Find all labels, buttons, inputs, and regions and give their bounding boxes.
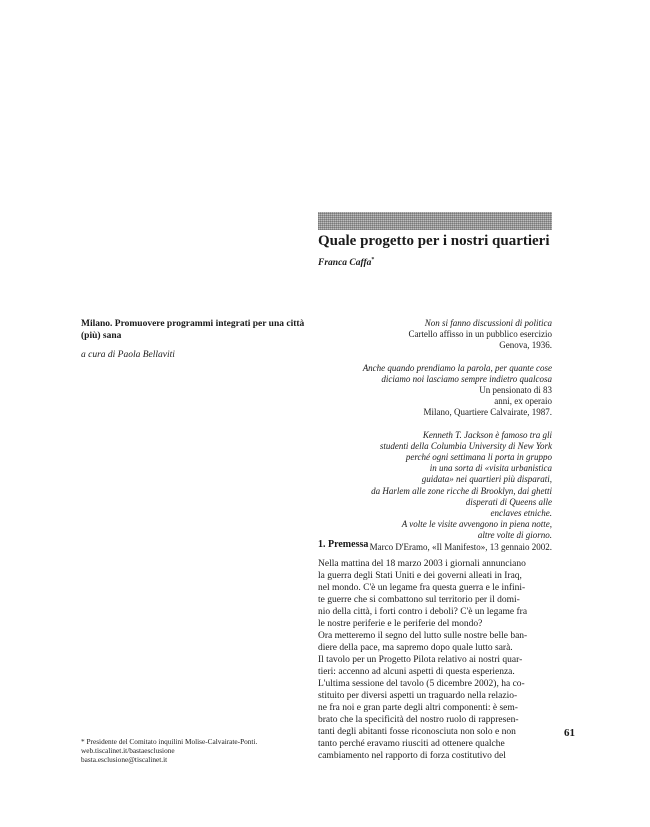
epigraph-source-line: Marco D'Eramo, «Il Manifesto», 13 gennaio 2002. <box>369 541 552 552</box>
epigraph-quote-line: enclaves etniche. <box>490 508 552 519</box>
epigraph-quote-line: Non si fanno discussioni di politica <box>424 318 552 328</box>
body-line: tanto perché eravamo riusciti ad ottenere qualche <box>318 739 505 749</box>
sidebar-editor: a cura di Paola Bellaviti <box>81 350 175 360</box>
author-footnote <box>81 737 311 765</box>
footnote-email[interactable]: basta.esclusione@tiscalinet.it <box>81 755 168 765</box>
body-line: Ora metteremo il segno del lutto sulle nostre belle ban- <box>318 631 528 641</box>
body-line: tieri: accenno ad alcuni aspetti di questa esperienza. <box>318 667 515 677</box>
section-heading: 1. Premessa <box>318 539 369 550</box>
epigraph-source-line: Cartello affisso in un pubblico esercizio <box>408 329 552 340</box>
body-line: cambiamento nel rapporto di forza costitutivo del <box>318 751 506 761</box>
epigraph-quote-line: diciamo noi lasciamo sempre indietro qualcosa <box>381 373 552 384</box>
body-line: ne fra noi e gran parte degli altri componenti: è sem- <box>318 703 518 713</box>
body-line: diere della pace, ma sapremo dopo quale lutto sarà. <box>318 643 513 653</box>
body-line: Nella mattina del 18 marzo 2003 i giornali annunciano <box>318 559 526 569</box>
page-number: 61 <box>564 727 575 739</box>
epigraph-quote-line: Kenneth T. Jackson è famoso tra gli <box>422 429 552 440</box>
epigraph-quote-line: perché ogni settimana li porta in gruppo <box>405 452 552 463</box>
body-line: Il tavolo per un Progetto Pilota relativo ai nostri quar- <box>318 655 523 665</box>
epigraph-2 <box>318 363 552 419</box>
body-line: la guerra degli Stati Uniti e dei governi alleati in Iraq, <box>318 571 522 581</box>
article-title: Quale progetto per i nostri quartieri <box>318 233 550 249</box>
author-footnote-mark: * <box>371 257 375 263</box>
epigraph-quote-line: Anche quando prendiamo la parola, per quante cose <box>362 362 552 373</box>
epigraph-quote-line: guidata» nei quartieri più disparati, <box>421 474 552 485</box>
epigraph-1 <box>318 318 552 352</box>
epigraph-source-line: Un pensionato di 83 <box>479 385 552 396</box>
body-paragraph <box>318 558 554 762</box>
footnote-link[interactable]: web.tiscalinet.it/bastaesclusione <box>81 746 175 756</box>
epigraph-quote-line: da Harlem alle zone ricche di Brooklyn, dai ghetti <box>371 485 552 496</box>
epigraph-quote-line: studenti della Columbia University di New York <box>379 440 552 451</box>
author-name: Franca Caffa <box>318 258 372 269</box>
body-line: tanti degli abitanti fosse riconosciuta non solo e non <box>318 727 516 737</box>
epigraph-quote-line: disperati di Queens alle <box>465 496 552 507</box>
header-halftone-band <box>318 212 552 230</box>
epigraph-quote-line: altre volte di giorno. <box>477 530 552 541</box>
epigraphs <box>318 318 552 564</box>
body-line: stituito per diversi aspetti un traguardo nella relazio- <box>318 691 518 701</box>
body-line: brato che la specificità del nostro ruolo di rappresen- <box>318 715 519 725</box>
epigraph-source-line: Milano, Quartiere Calvairate, 1987. <box>423 407 552 418</box>
body-line: nio della città, i forti contro i deboli? C'è un legame fra <box>318 607 528 617</box>
body-line: te guerre che si combattono sul territorio per il domi- <box>318 595 520 605</box>
body-line: L'ultima sessione del tavolo (5 dicembre 2002), ha co- <box>318 679 525 689</box>
article-author <box>318 257 374 268</box>
body-line: nel mondo. C'è un legame fra questa guerra e le infini- <box>318 583 526 593</box>
epigraph-source-line: Genova, 1936. <box>499 340 552 351</box>
body-line: le nostre periferie e le periferie del mondo? <box>318 619 483 629</box>
epigraph-source-line: anni, ex operaio <box>494 396 552 407</box>
sidebar-title: Milano. Promuovere programmi integrati per una città (più) sana <box>81 319 305 341</box>
footnote-line: * Presidente del Comitato inquilini Molise-Calvairate-Ponti. <box>81 737 258 746</box>
epigraph-3 <box>318 430 552 553</box>
epigraph-quote-line: in una sorta di «visita urbanistica <box>429 463 552 474</box>
epigraph-quote-line: A volte le visite avvengono in piena notte, <box>401 519 552 530</box>
